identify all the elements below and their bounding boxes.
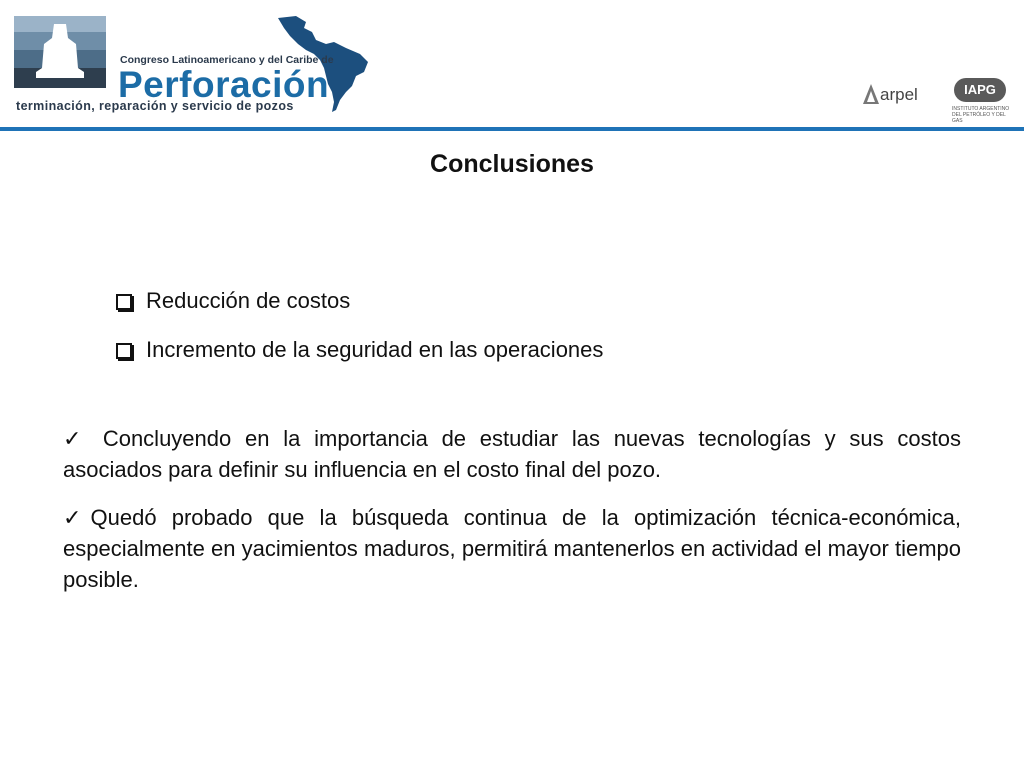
- iapg-badge: IAPG: [954, 78, 1006, 102]
- congress-logo-icon: [14, 16, 106, 88]
- checkbox-icon: [116, 294, 132, 310]
- iapg-caption: INSTITUTO ARGENTINO DEL PETRÓLEO Y DEL GAS: [952, 106, 1010, 124]
- checkbox-icon: [116, 343, 132, 359]
- conclusion-paragraph: [63, 423, 961, 485]
- paragraph-text: Concluyendo en la importancia de estudiar las nuevas tecnologías y sus costos asociados para definir su influencia en el costo final del pozo.: [63, 426, 961, 482]
- slide-title: Conclusiones: [430, 150, 594, 178]
- paragraph-text: Quedó probado que la búsqueda continua de la optimización técnica-económica, especialmente en yacimientos maduros, permitirá mantenerlos en actividad el mayor tiempo posible.: [63, 505, 961, 592]
- bullet-text: Incremento de la seguridad en las operaciones: [146, 336, 604, 362]
- conclusion-paragraph: [63, 502, 961, 595]
- bullet-item: [116, 276, 603, 325]
- bullet-text: Reducción de costos: [146, 287, 351, 313]
- arpel-logo-icon: [862, 82, 880, 106]
- iapg-logo: [952, 78, 1012, 124]
- bullet-item: [116, 325, 603, 374]
- arpel-logo: [862, 82, 942, 108]
- bullet-list: [116, 276, 603, 374]
- slide-header: [0, 0, 1024, 130]
- header-divider: [0, 127, 1024, 131]
- perforacion-wordmark: Perforación: [118, 64, 330, 105]
- checkmark-icon: ✓: [63, 505, 91, 530]
- arpel-wordmark: arpel: [880, 85, 918, 104]
- congress-title: Congreso Latinoamericano y del Caribe de: [120, 54, 334, 66]
- congress-logo: [14, 14, 374, 114]
- checkmark-icon: ✓: [63, 426, 103, 451]
- congress-subtitle: terminación, reparación y servicio de pozos: [16, 99, 294, 113]
